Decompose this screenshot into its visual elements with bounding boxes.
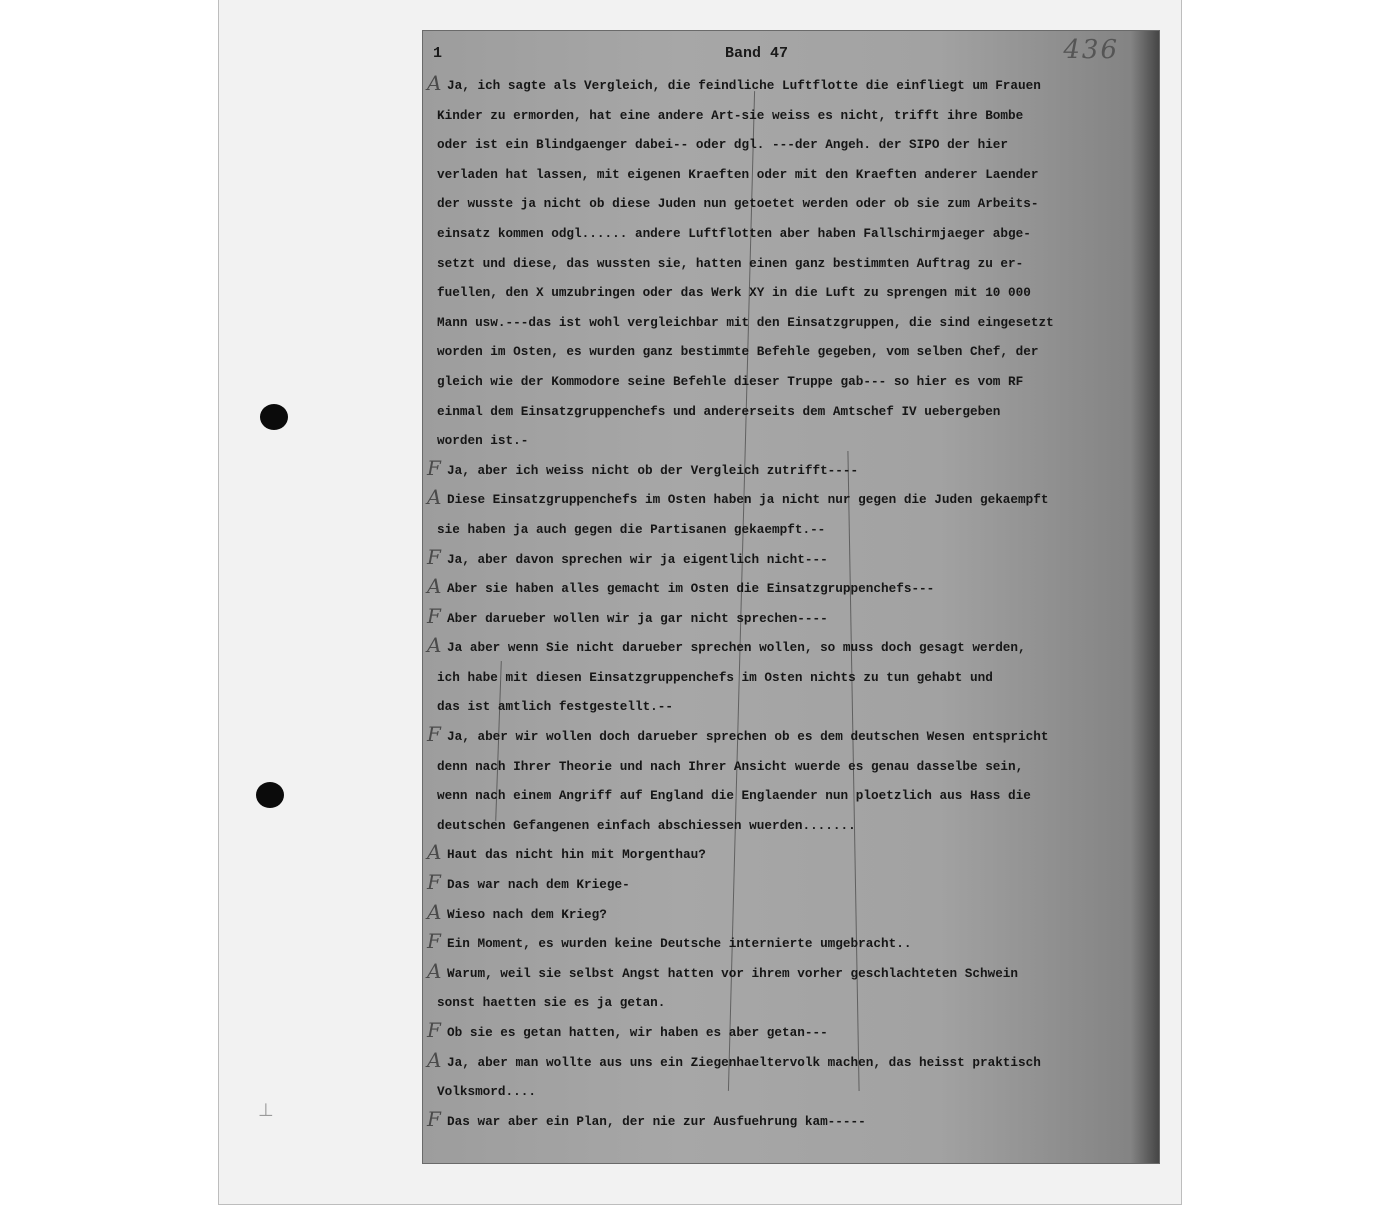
transcript-text: Ja, aber ich weiss nicht ob der Vergleich zutrifft---- bbox=[447, 462, 859, 478]
transcript-line bbox=[423, 278, 1160, 308]
speaker-mark: A bbox=[427, 958, 442, 983]
transcript-text: Kinder zu ermorden, hat eine andere Art-sie weiss es nicht, trifft ihre Bombe bbox=[437, 107, 1024, 123]
speaker-mark: F bbox=[427, 870, 441, 895]
transcript-line bbox=[423, 1018, 1160, 1048]
transcript-text: worden ist.- bbox=[437, 433, 529, 449]
transcript-text: sie haben ja auch gegen die Partisanen gekaempft.-- bbox=[437, 521, 826, 537]
speaker-mark: F bbox=[427, 455, 441, 480]
transcript-text: Ja, aber man wollte aus uns ein Ziegenhaeltervolk machen, das heisst praktisch bbox=[447, 1054, 1041, 1070]
punch-hole bbox=[260, 404, 288, 430]
page-number: 1 bbox=[433, 45, 443, 62]
transcript-body bbox=[423, 71, 1160, 1136]
transcript-text: fuellen, den X umzubringen oder das Werk XY in die Luft zu sprengen mit 10 000 bbox=[437, 285, 1031, 301]
transcript-text: Das war aber ein Plan, der nie zur Ausfuehrung kam----- bbox=[447, 1113, 866, 1129]
transcript-line bbox=[423, 160, 1160, 190]
transcript-text: Ja aber wenn Sie nicht darueber sprechen wollen, so muss doch gesagt werden, bbox=[447, 640, 1026, 656]
transcript-text: einsatz kommen odgl...... andere Luftflotten aber haben Fallschirmjaeger abge- bbox=[437, 225, 1031, 241]
transcript-text: Aber sie haben alles gemacht im Osten die Einsatzgruppenchefs--- bbox=[447, 581, 935, 597]
speaker-mark: F bbox=[427, 1106, 441, 1131]
transcript-text: denn nach Ihrer Theorie und nach Ihrer Ansicht wuerde es genau dasselbe sein, bbox=[437, 758, 1024, 774]
transcript-line bbox=[423, 574, 1160, 604]
transcript-line bbox=[423, 337, 1160, 367]
transcript-text: oder ist ein Blindgaenger dabei-- oder dgl. ---der Angeh. der SIPO der hier bbox=[437, 137, 1009, 153]
transcript-line bbox=[423, 781, 1160, 811]
transcript-line bbox=[423, 929, 1160, 959]
speaker-mark: A bbox=[427, 633, 442, 658]
transcript-line bbox=[423, 752, 1160, 782]
transcript-text: verladen hat lassen, mit eigenen Kraeften oder mit den Kraeften anderer Laender bbox=[437, 166, 1039, 182]
transcript-text: Das war nach dem Kriege- bbox=[447, 877, 630, 893]
volume-label: Band 47 bbox=[725, 45, 789, 62]
speaker-mark: F bbox=[427, 1018, 441, 1042]
speaker-mark: A bbox=[427, 1047, 442, 1072]
transcript-text: Volksmord.... bbox=[437, 1084, 536, 1100]
transcript-text: deutschen Gefangenen einfach abschiessen wuerden....... bbox=[437, 817, 856, 833]
transcript-line bbox=[423, 130, 1160, 160]
transcript-line bbox=[423, 426, 1160, 456]
transcript-line bbox=[423, 692, 1160, 722]
speaker-mark: A bbox=[427, 574, 442, 599]
transcript-line bbox=[423, 1048, 1160, 1078]
transcript-line bbox=[423, 870, 1160, 900]
transcript-text: Ein Moment, es wurden keine Deutsche internierte umgebracht.. bbox=[447, 936, 912, 952]
transcript-text: worden im Osten, es wurden ganz bestimmte Befehle gegeben, vom selben Chef, der bbox=[437, 344, 1039, 360]
transcript-line bbox=[423, 840, 1160, 870]
transcript-text: setzt und diese, das wussten sie, hatten einen ganz bestimmten Auftrag zu er- bbox=[437, 255, 1024, 271]
speaker-mark: A bbox=[427, 485, 442, 510]
transcript-line bbox=[423, 397, 1160, 427]
transcript-line bbox=[423, 219, 1160, 249]
transcript-text: Ja, aber wir wollen doch darueber sprechen ob es dem deutschen Wesen entspricht bbox=[447, 729, 1049, 745]
transcript-text: ich habe mit diesen Einsatzgruppenchefs im Osten nichts zu tun gehabt und bbox=[437, 669, 993, 685]
transcript-text: gleich wie der Kommodore seine Befehle dieser Truppe gab--- so hier es vom RF bbox=[437, 373, 1024, 389]
transcript-text: Warum, weil sie selbst Angst hatten vor ihrem vorher geschlachteten Schwein bbox=[447, 965, 1019, 981]
transcript-text: Diese Einsatzgruppenchefs im Osten haben ja nicht nur gegen die Juden gekaempft bbox=[447, 492, 1049, 508]
speaker-mark: F bbox=[427, 603, 441, 628]
transcript-line bbox=[423, 308, 1160, 338]
transcript-line bbox=[423, 189, 1160, 219]
transcript-text: Ja, aber davon sprechen wir ja eigentlich nicht--- bbox=[447, 551, 828, 567]
transcript-line bbox=[423, 367, 1160, 397]
transcript-text: der wusste ja nicht ob diese Juden nun getoetet werden oder ob sie zum Arbeits- bbox=[437, 196, 1039, 212]
speaker-mark: F bbox=[427, 929, 441, 954]
staple-mark-icon: ⊥ bbox=[258, 1100, 274, 1121]
transcript-line bbox=[423, 515, 1160, 545]
transcript-text: Ob sie es getan hatten, wir haben es aber getan--- bbox=[447, 1025, 828, 1040]
transcript-text: Mann usw.---das ist wohl vergleichbar mit den Einsatzgruppen, die sind eingesetzt bbox=[437, 314, 1054, 330]
transcript-text: Aber darueber wollen wir ja gar nicht sprechen---- bbox=[447, 610, 828, 626]
transcript-line bbox=[423, 604, 1160, 634]
speaker-mark: F bbox=[427, 544, 441, 569]
speaker-mark: A bbox=[427, 899, 442, 924]
transcript-line bbox=[423, 988, 1160, 1018]
transcript-line bbox=[423, 456, 1160, 486]
transcript-line bbox=[423, 633, 1160, 663]
transcript-text: Ja, ich sagte als Vergleich, die feindliche Luftflotte die einfliegt um Frauen bbox=[447, 78, 1041, 93]
transcript-text: Haut das nicht hin mit Morgenthau? bbox=[447, 847, 706, 863]
transcript-text: Wieso nach dem Krieg? bbox=[447, 906, 607, 922]
transcript-text: sonst haetten sie es ja getan. bbox=[437, 995, 666, 1011]
transcript-line bbox=[423, 1107, 1160, 1137]
transcript-line bbox=[423, 663, 1160, 693]
speaker-mark: A bbox=[427, 840, 442, 865]
document-photocopy bbox=[422, 30, 1160, 1164]
transcript-line bbox=[423, 811, 1160, 841]
speaker-mark: A bbox=[427, 71, 442, 95]
transcript-line bbox=[423, 900, 1160, 930]
handwritten-folio-number: 436 bbox=[1063, 35, 1119, 65]
transcript-line bbox=[423, 1077, 1160, 1107]
transcript-line bbox=[423, 101, 1160, 131]
transcript-text: das ist amtlich festgestellt.-- bbox=[437, 699, 674, 715]
punch-hole bbox=[256, 782, 284, 808]
transcript-text: einmal dem Einsatzgruppenchefs und andererseits dem Amtschef IV uebergeben bbox=[437, 403, 1001, 419]
speaker-mark: F bbox=[427, 722, 441, 747]
transcript-line bbox=[423, 485, 1160, 515]
transcript-line bbox=[423, 71, 1160, 101]
transcript-line bbox=[423, 545, 1160, 575]
transcript-line bbox=[423, 249, 1160, 279]
transcript-line bbox=[423, 722, 1160, 752]
transcript-text: wenn nach einem Angriff auf England die Englaender nun ploetzlich aus Hass die bbox=[437, 788, 1031, 804]
transcript-line bbox=[423, 959, 1160, 989]
